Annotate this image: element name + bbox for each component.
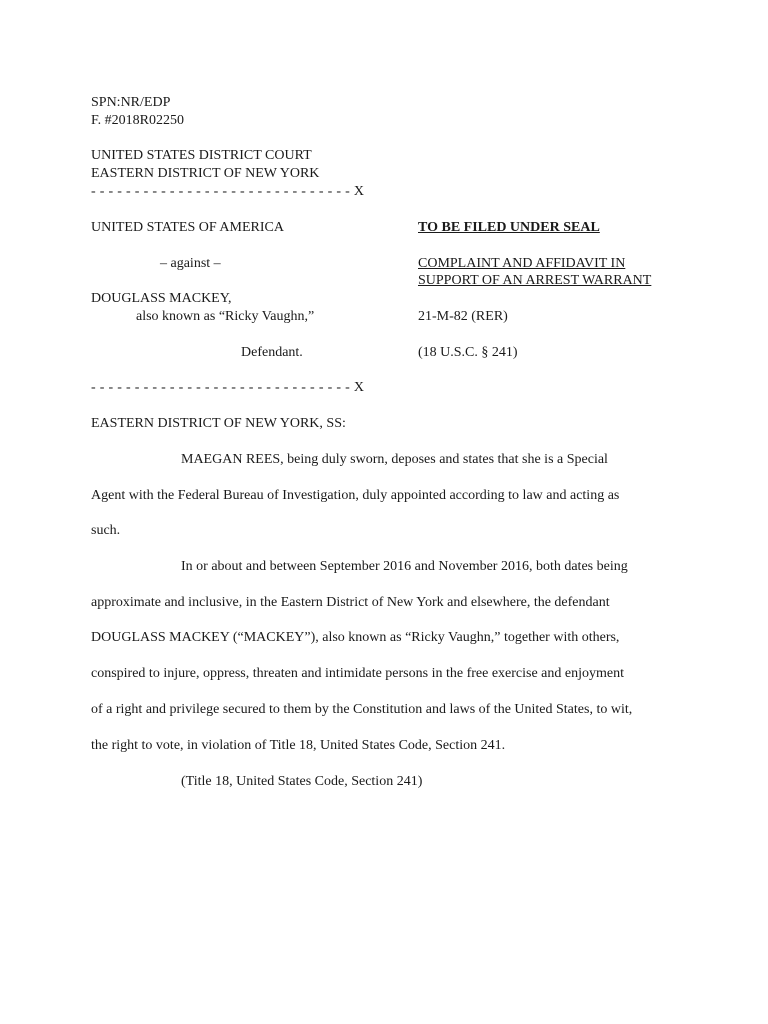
paragraph-2-line-2: approximate and inclusive, in the Eastern District of New York and elsewhere, the defendant [91, 595, 610, 610]
court-name: UNITED STATES DISTRICT COURT [91, 148, 312, 163]
paragraph-2-line-1: In or about and between September 2016 and November 2016, both dates being [181, 559, 628, 574]
statute-citation: (Title 18, United States Code, Section 241) [181, 774, 423, 789]
paragraph-2-line-4: conspired to injure, oppress, threaten and intimidate persons in the free exercise and enjoyment [91, 666, 624, 681]
paragraph-2-line-3: DOUGLASS MACKEY (“MACKEY”), also known as “Ricky Vaughn,” together with others, [91, 630, 620, 645]
statute-reference: (18 U.S.C. § 241) [418, 345, 518, 360]
sealed-notice: TO BE FILED UNDER SEAL [418, 220, 600, 235]
paragraph-2-line-5: of a right and privilege secured to them by the Constitution and laws of the United States, to wit, [91, 702, 633, 717]
paragraph-1-line-1: MAEGAN REES, being duly sworn, deposes and states that she is a Special [181, 452, 608, 467]
defendant-name: DOUGLASS MACKEY, [91, 291, 232, 306]
defendant-alias: also known as “Ricky Vaughn,” [136, 309, 315, 324]
case-number: 21-M-82 (RER) [418, 309, 508, 324]
plaintiff-name: UNITED STATES OF AMERICA [91, 220, 284, 235]
against-label: – against – [160, 256, 221, 271]
defendant-label: Defendant. [241, 345, 303, 360]
caption-separator-bottom: - - - - - - - - - - - - - - - - - - - - - - - - - - - - - - X [91, 380, 365, 395]
paragraph-2-line-6: the right to vote, in violation of Title 18, United States Code, Section 241. [91, 738, 506, 753]
document-title-line-1: COMPLAINT AND AFFIDAVIT IN [418, 256, 626, 271]
caption-separator-top: - - - - - - - - - - - - - - - - - - - - - - - - - - - - - - X [91, 184, 365, 199]
document-title-line-2: SUPPORT OF AN ARREST WARRANT [418, 273, 652, 288]
paragraph-1-line-3: such. [91, 523, 121, 538]
paragraph-1-line-2: Agent with the Federal Bureau of Investigation, duly appointed according to law and acting as [91, 488, 620, 503]
spn-line: SPN:NR/EDP [91, 95, 171, 110]
file-number: F. #2018R02250 [91, 113, 185, 128]
district-name: EASTERN DISTRICT OF NEW YORK [91, 166, 320, 181]
venue-line: EASTERN DISTRICT OF NEW YORK, SS: [91, 416, 346, 431]
